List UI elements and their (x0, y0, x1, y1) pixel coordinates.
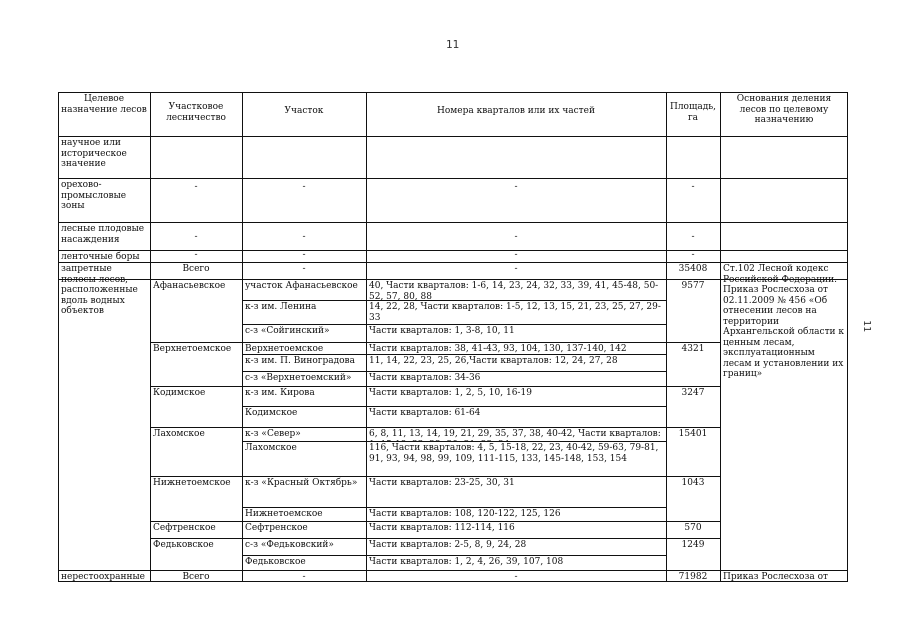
basis-spawning: Приказ Рослесхоза от (723, 572, 828, 582)
header-plot: Участок (284, 106, 324, 116)
plot-quarters: 116, Части кварталов: 4, 5, 15-18, 22, 23, 40-42, 59-63, 79-81, 91, 93, 94, 98, 99, 109, 111-115, 133, 145-148, 153, 154 (369, 443, 659, 464)
dash-cell: - (302, 572, 306, 582)
dash-cell: - (194, 250, 198, 260)
purpose-ribbon: ленточные боры (61, 252, 140, 262)
plot-quarters: Части кварталов: 1, 3-8, 10, 11 (369, 326, 515, 336)
header-purpose: Целевое назначение лесов (61, 94, 147, 115)
plot-quarters: 14, 22, 28, Части кварталов: 1-5, 12, 13, 15, 21, 23, 25, 27, 29-33 (369, 302, 661, 323)
forestry-name: Сефтренское (153, 523, 216, 533)
plot-name: Кодимское (245, 408, 298, 418)
forestry-name: Федьковское (153, 540, 214, 550)
purpose-water: запретные полосы лесов, расположенные вдоль водных объектов (61, 264, 138, 316)
dash-cell: - (691, 250, 695, 260)
purpose-fruit: лесные плодовые насаждения (61, 224, 145, 245)
total-label: Всего (182, 264, 210, 274)
dash-cell: - (691, 182, 695, 192)
dash-cell: - (514, 572, 518, 582)
plot-quarters: Части кварталов: 112-114, 116 (369, 523, 515, 533)
plot-quarters: Части кварталов: 1, 2, 5, 10, 16-19 (369, 388, 532, 398)
dash-cell: - (514, 264, 518, 274)
forestry-area: 1249 (681, 540, 705, 550)
forestry-area: 4321 (681, 344, 705, 354)
header-quarters: Номера кварталов или их частей (437, 106, 595, 116)
forestry-name: Верхнетоемское (153, 344, 232, 354)
page-number-side: 11 (861, 320, 872, 333)
purpose-scientific: научное или историческое значение (61, 138, 127, 169)
dash-cell: - (302, 182, 306, 192)
forestry-area: 3247 (681, 388, 705, 398)
plot-name: к-з им. Кирова (245, 388, 315, 398)
header-area: Площадь, га (669, 102, 717, 123)
plot-quarters: Части кварталов: 38, 41-43, 93, 104, 130, 137-140, 142 (369, 344, 627, 354)
plot-name: к-з «Север» (245, 429, 301, 439)
dash-cell: - (194, 182, 198, 192)
plot-name: Нижнетоемское (245, 509, 323, 519)
plot-quarters: Части кварталов: 108, 120-122, 125, 126 (369, 509, 561, 519)
plot-quarters: 40, Части кварталов: 1-6, 14, 23, 24, 32, 33, 39, 41, 45-48, 50-52, 57, 80, 88 (369, 281, 659, 300)
plot-name: Лахомское (245, 443, 297, 453)
water-total-area: 35408 (678, 264, 708, 274)
forestry-area: 1043 (681, 478, 705, 488)
plot-quarters: 11, 14, 22, 23, 25, 26,Части кварталов: 12, 24, 27, 28 (369, 356, 618, 366)
plot-quarters: Части кварталов: 23-25, 30, 31 (369, 478, 515, 488)
dash-cell: - (514, 250, 518, 260)
plot-name: с-з «Федьковский» (245, 540, 334, 550)
header-district-forestry: Участковое лесничество (166, 102, 226, 123)
dash-cell: - (302, 264, 306, 274)
plot-name: с-з «Сойгинский» (245, 326, 330, 336)
spawning-total-area: 71982 (678, 572, 708, 582)
dash-cell: - (302, 232, 306, 242)
dash-cell: - (194, 232, 198, 242)
forestry-area: 570 (684, 523, 702, 533)
plot-name: к-з «Красный Октябрь» (245, 478, 358, 488)
forest-purpose-table (58, 92, 848, 582)
plot-name: Сефтренское (245, 523, 308, 533)
basis-water: Ст.102 Лесной кодекс Российской Федерации. Приказ Рослесхоза от 02.11.2009 № 456 «Об отнесении лесов на территории Архангельской области к ценным лесам, эксплуатационным лесам и установлении их границ» (723, 264, 845, 379)
plot-quarters: 6, 8, 11, 13, 14, 19, 21, 29, 35, 37, 38, 40-42, Части кварталов: (369, 429, 661, 439)
forestry-name: Нижнетоемское (153, 478, 231, 488)
header-basis: Основания деления лесов по целевому назначению (736, 94, 832, 125)
plot-quarters: Части кварталов: 61-64 (369, 408, 481, 418)
forestry-name: Кодимское (153, 388, 206, 398)
plot-quarters: Части кварталов: 2-5, 8, 9, 24, 28 (369, 540, 527, 550)
plot-name: Федьковское (245, 557, 306, 567)
forestry-area: 9577 (681, 281, 705, 291)
purpose-nut: орехово-промысловые зоны (61, 180, 127, 211)
purpose-spawning: нерестоохранные (61, 572, 145, 582)
plot-name: к-з им. П. Виноградова (245, 356, 355, 366)
dash-cell: - (302, 250, 306, 260)
plot-name: к-з им. Ленина (245, 302, 317, 312)
plot-name: участок Афанасьевское (245, 281, 358, 291)
page-number-top: 11 (445, 38, 460, 51)
forestry-name: Лахомское (153, 429, 205, 439)
total-label: Всего (182, 572, 210, 582)
forestry-name: Афанасьевское (153, 281, 226, 291)
plot-name: с-з «Верхнетоемский» (245, 373, 352, 383)
forestry-area: 15401 (678, 429, 708, 439)
dash-cell: - (691, 232, 695, 242)
dash-cell: - (514, 182, 518, 192)
plot-quarters: Части кварталов: 34-36 (369, 373, 481, 383)
dash-cell: - (514, 232, 518, 242)
plot-quarters: Части кварталов: 1, 2, 4, 26, 39, 107, 108 (369, 557, 564, 567)
plot-name: Верхнетоемское (245, 344, 324, 354)
